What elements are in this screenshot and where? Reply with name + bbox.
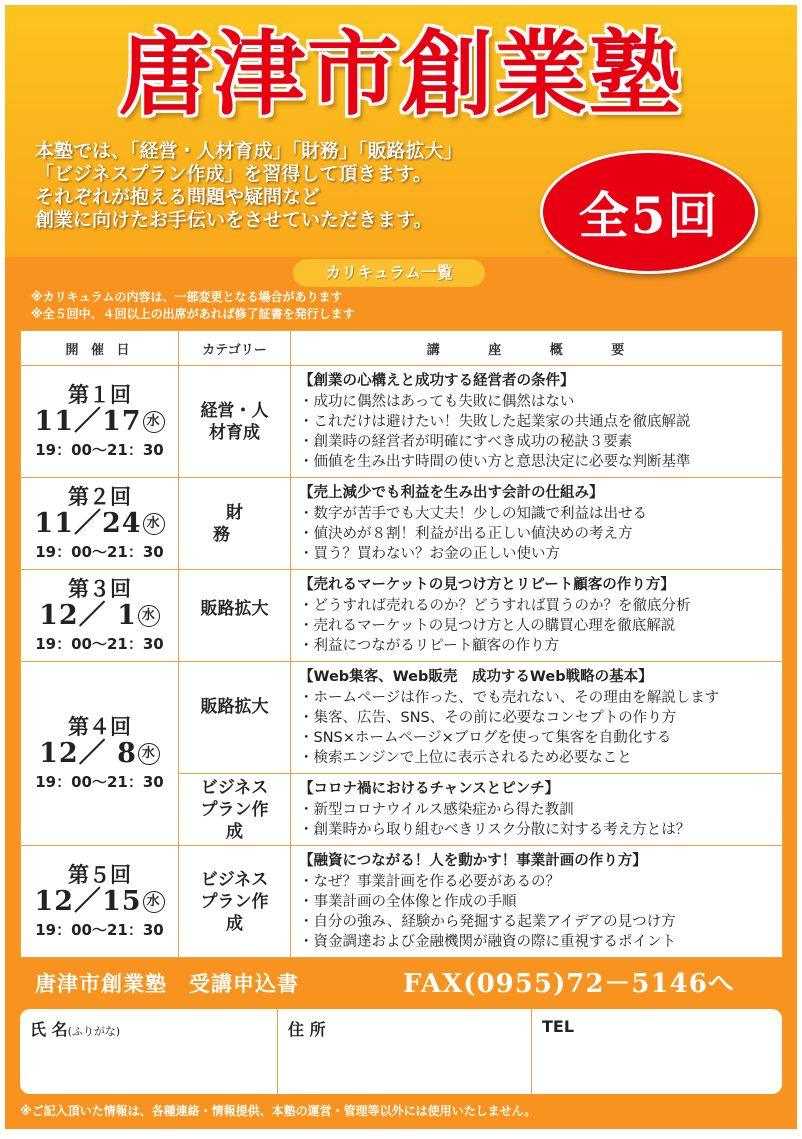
session-time: 19：00～21：30 xyxy=(35,542,164,561)
summary-title: 【売上減少でも利益を生み出す会計の仕組み】 xyxy=(299,485,604,501)
session-round: 第５回 xyxy=(68,861,131,887)
intro-line: 本塾では、「経営・人材育成」「財務」「販路拡大」 xyxy=(35,140,463,162)
summary-item: ・ ホームページは作った、でも売れない、その理由を解説します xyxy=(299,688,774,708)
weekday-mark: 水 xyxy=(143,513,165,535)
session-round: 第３回 xyxy=(68,575,131,601)
table-row xyxy=(21,366,783,478)
intro-line: それぞれが抱える問題や疑問など xyxy=(35,186,321,208)
intro-text xyxy=(35,140,555,232)
summary-item: ・ なぜ？事業計画を作る必要があるの？ xyxy=(299,872,774,892)
session-date xyxy=(22,887,177,917)
name-field[interactable] xyxy=(20,1009,278,1094)
session-date xyxy=(22,739,177,769)
session-category: ビジネスプラン作成 xyxy=(179,774,291,846)
session-summary xyxy=(291,366,783,478)
curriculum-notes xyxy=(31,289,355,323)
session-time: 19：00～21：30 xyxy=(35,920,164,939)
summary-title: 【売れるマーケットの見つけ方とリピート顧客の作り方】 xyxy=(299,577,675,593)
weekday-mark: 水 xyxy=(138,605,160,627)
session-category: 経営・人材育成 xyxy=(179,366,291,478)
session-date-cell xyxy=(21,846,179,958)
fax-number: FAX(0955)72－5146へ xyxy=(403,969,735,999)
summary-item: ・ 数字が苦手でも大丈夫！少しの知識で利益は出せる xyxy=(299,504,774,524)
session-round: 第４回 xyxy=(68,713,131,739)
session-date xyxy=(22,509,177,539)
summary-title: 【融資につながる！人を動かす！事業計画の作り方】 xyxy=(299,853,647,869)
address-field-label: 住 所 xyxy=(288,1020,326,1039)
table-header-row xyxy=(21,331,783,366)
tel-field[interactable] xyxy=(532,1009,782,1094)
curriculum-table xyxy=(20,330,783,958)
date-text: 11／17 xyxy=(34,405,142,437)
summary-item: ・ 資金調達および金融機関が融資の際に重視するポイント xyxy=(299,932,774,952)
summary-item: ・ 集客、広告、SNS、その前に必要なコンセプトの作り方 xyxy=(299,708,774,728)
column-header-summary: 講 座 概 要 xyxy=(291,331,783,366)
summary-item: ・ 自分の強み、経験から発掘する起業アイデアの見つけ方 xyxy=(299,912,774,932)
session-date-cell xyxy=(21,662,179,846)
date-text: 12／ 8 xyxy=(39,737,137,769)
session-summary xyxy=(291,478,783,570)
summary-title: 【Web集客、Web販売 成功するWeb戦略の基本】 xyxy=(299,669,653,685)
session-date xyxy=(22,407,177,437)
category-text: 財務 xyxy=(213,502,269,545)
session-round: 第２回 xyxy=(68,483,131,509)
session-summary xyxy=(291,570,783,662)
table-row xyxy=(21,478,783,570)
session-category: 販路拡大 xyxy=(179,570,291,662)
summary-item: ・ SNS×ホームページ×ブログを使って集客を自動化する xyxy=(299,728,774,748)
summary-item: ・ どうすれば売れるのか？どうすれば買うのか？を徹底分析 xyxy=(299,596,774,616)
weekday-mark: 水 xyxy=(143,411,165,433)
summary-item: ・ 価値を生み出す時間の使い方と意思決定に必要な判断基準 xyxy=(299,452,774,472)
session-date-cell xyxy=(21,366,179,478)
application-form-heading: 唐津市創業塾 受講申込書 xyxy=(35,972,299,996)
table-row xyxy=(21,662,783,774)
session-time: 19：00～21：30 xyxy=(35,440,164,459)
intro-line: 創業に向けたお手伝いをさせていただきます。 xyxy=(35,209,433,231)
summary-item: ・ 事業計画の全体像と作成の手順 xyxy=(299,892,774,912)
date-text: 12／ 1 xyxy=(39,599,137,631)
name-label: 氏 名 xyxy=(30,1020,68,1039)
summary-item: ・ 買う？買わない？お金の正しい使い方 xyxy=(299,544,774,564)
table-row xyxy=(21,570,783,662)
name-furigana-label: (ふりがな) xyxy=(67,1025,121,1038)
summary-item: ・ 値決めが８割！利益が出る正しい値決めの考え方 xyxy=(299,524,774,544)
session-category: ビジネスプラン作成 xyxy=(179,846,291,958)
summary-item: ・ 新型コロナウイルス感染症から得た教訓 xyxy=(299,800,774,820)
date-text: 12／15 xyxy=(34,885,142,917)
table-row xyxy=(21,846,783,958)
summary-title: 【創業の心構えと成功する経営者の条件】 xyxy=(299,373,575,389)
summary-title: 【コロナ禍におけるチャンスとピンチ】 xyxy=(299,781,560,797)
column-header-date: 開 催 日 xyxy=(21,331,179,366)
session-time: 19：00～21：30 xyxy=(35,772,164,791)
privacy-footnote: ※ご記入頂いた情報は、各種連絡・情報提供、本塾の運営・管理等以外には使用いたしません。 xyxy=(20,1104,537,1118)
name-field-label xyxy=(30,1017,120,1040)
note-line: ※カリキュラムの内容は、一部変更となる場合があります xyxy=(31,290,343,304)
session-date xyxy=(22,601,177,631)
session-date-cell xyxy=(21,570,179,662)
summary-item: ・ これだけは避けたい！失敗した起業家の共通点を徹底解説 xyxy=(299,412,774,432)
date-text: 11／24 xyxy=(34,507,142,539)
summary-item: ・ 検索エンジンで上位に表示されるため必要なこと xyxy=(299,748,774,768)
summary-item: ・ 創業時の経営者が明確にすべき成功の秘訣３要素 xyxy=(299,432,774,452)
session-time: 19：00～21：30 xyxy=(35,634,164,653)
session-summary xyxy=(291,662,783,774)
session-summary xyxy=(291,774,783,846)
flyer xyxy=(5,5,797,1129)
summary-item: ・ 利益につながるリピート顧客の作り方 xyxy=(299,636,774,656)
summary-item: ・ 売れるマーケットの見つけ方と人の購買心理を徹底解説 xyxy=(299,616,774,636)
session-round: 第１回 xyxy=(68,381,131,407)
application-form xyxy=(20,1009,782,1094)
session-summary xyxy=(291,846,783,958)
session-date-cell xyxy=(21,478,179,570)
page-title: 唐津市創業塾 xyxy=(118,20,683,128)
curriculum-label: カリキュラム一覧 xyxy=(293,259,485,287)
summary-item: ・ 成功に偶然はあっても失敗に偶然はない xyxy=(299,392,774,412)
tel-field-label: TEL xyxy=(542,1017,575,1036)
note-line: ※全５回中、４回以上の出席があれば修了証書を発行します xyxy=(31,307,355,321)
session-category: 販路拡大 xyxy=(179,662,291,774)
session-category xyxy=(179,478,291,570)
weekday-mark: 水 xyxy=(143,891,165,913)
address-field[interactable] xyxy=(278,1009,532,1094)
weekday-mark: 水 xyxy=(138,743,160,765)
intro-line: 「ビジネスプラン作成」を習得して頂きます。 xyxy=(35,163,432,185)
sessions-count-badge: 全5回 xyxy=(540,150,758,274)
column-header-category: カテゴリー xyxy=(179,331,291,366)
summary-item: ・ 創業時から取り組むべきリスク分散に対する考え方とは？ xyxy=(299,820,774,840)
